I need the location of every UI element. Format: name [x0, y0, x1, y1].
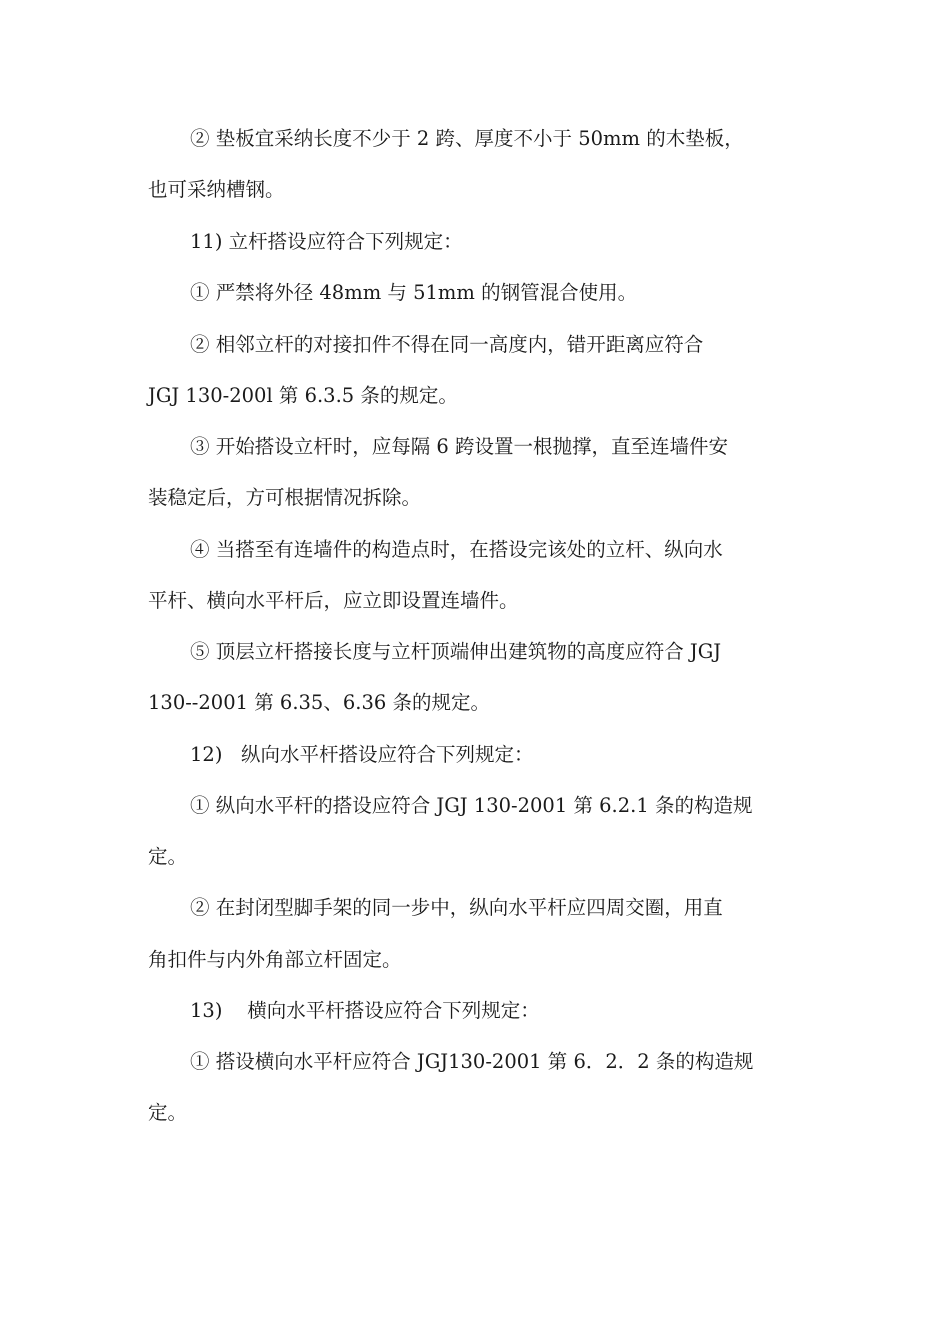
section-heading: 13) 横向水平杆搭设应符合下列规定： — [190, 999, 540, 1022]
paragraph-line: 130--2001 第 6.35、6.36 条的规定。 — [148, 691, 490, 714]
paragraph-line: ④ 当搭至有连墙件的构造点时，在搭设完该处的立杆、纵向水 — [190, 538, 723, 561]
paragraph-line: ① 纵向水平杆的搭设应符合 JGJ 130-2001 第 6.2.1 条的构造规 — [190, 794, 753, 817]
paragraph-line: ③ 开始搭设立杆时，应每隔 6 跨设置一根抛撑，直至连墙件安 — [190, 435, 729, 458]
paragraph-line: 定。 — [148, 1101, 188, 1124]
paragraph-line: 平杆、横向水平杆后，应立即设置连墙件。 — [148, 589, 519, 612]
paragraph-line: 定。 — [148, 845, 188, 868]
paragraph-line: ② 在封闭型脚手架的同一步中，纵向水平杆应四周交圈，用直 — [190, 896, 723, 919]
paragraph-line: 装稳定后，方可根据情况拆除。 — [148, 486, 422, 509]
paragraph-line: ② 垫板宜采纳长度不少于 2 跨、厚度不小于 50mm 的木垫板， — [190, 127, 744, 150]
paragraph-line: ② 相邻立杆的对接扣件不得在同一高度内，错开距离应符合 — [190, 333, 704, 356]
paragraph-line: JGJ 130-200l 第 6.3.5 条的规定。 — [148, 384, 458, 407]
paragraph-line: ① 严禁将外径 48mm 与 51mm 的钢管混合使用。 — [190, 281, 638, 304]
section-heading: 12) 纵向水平杆搭设应符合下列规定： — [190, 743, 534, 766]
paragraph-line: 角扣件与内外角部立杆固定。 — [148, 948, 402, 971]
paragraph-line: ① 搭设横向水平杆应符合 JGJ130-2001 第 6．2．2 条的构造规 — [190, 1050, 754, 1073]
section-heading: 11) 立杆搭设应符合下列规定： — [190, 230, 463, 253]
paragraph-line: ⑤ 顶层立杆搭接长度与立杆顶端伸出建筑物的高度应符合 JGJ — [190, 640, 722, 663]
paragraph-line: 也可采纳槽钢。 — [148, 178, 285, 201]
